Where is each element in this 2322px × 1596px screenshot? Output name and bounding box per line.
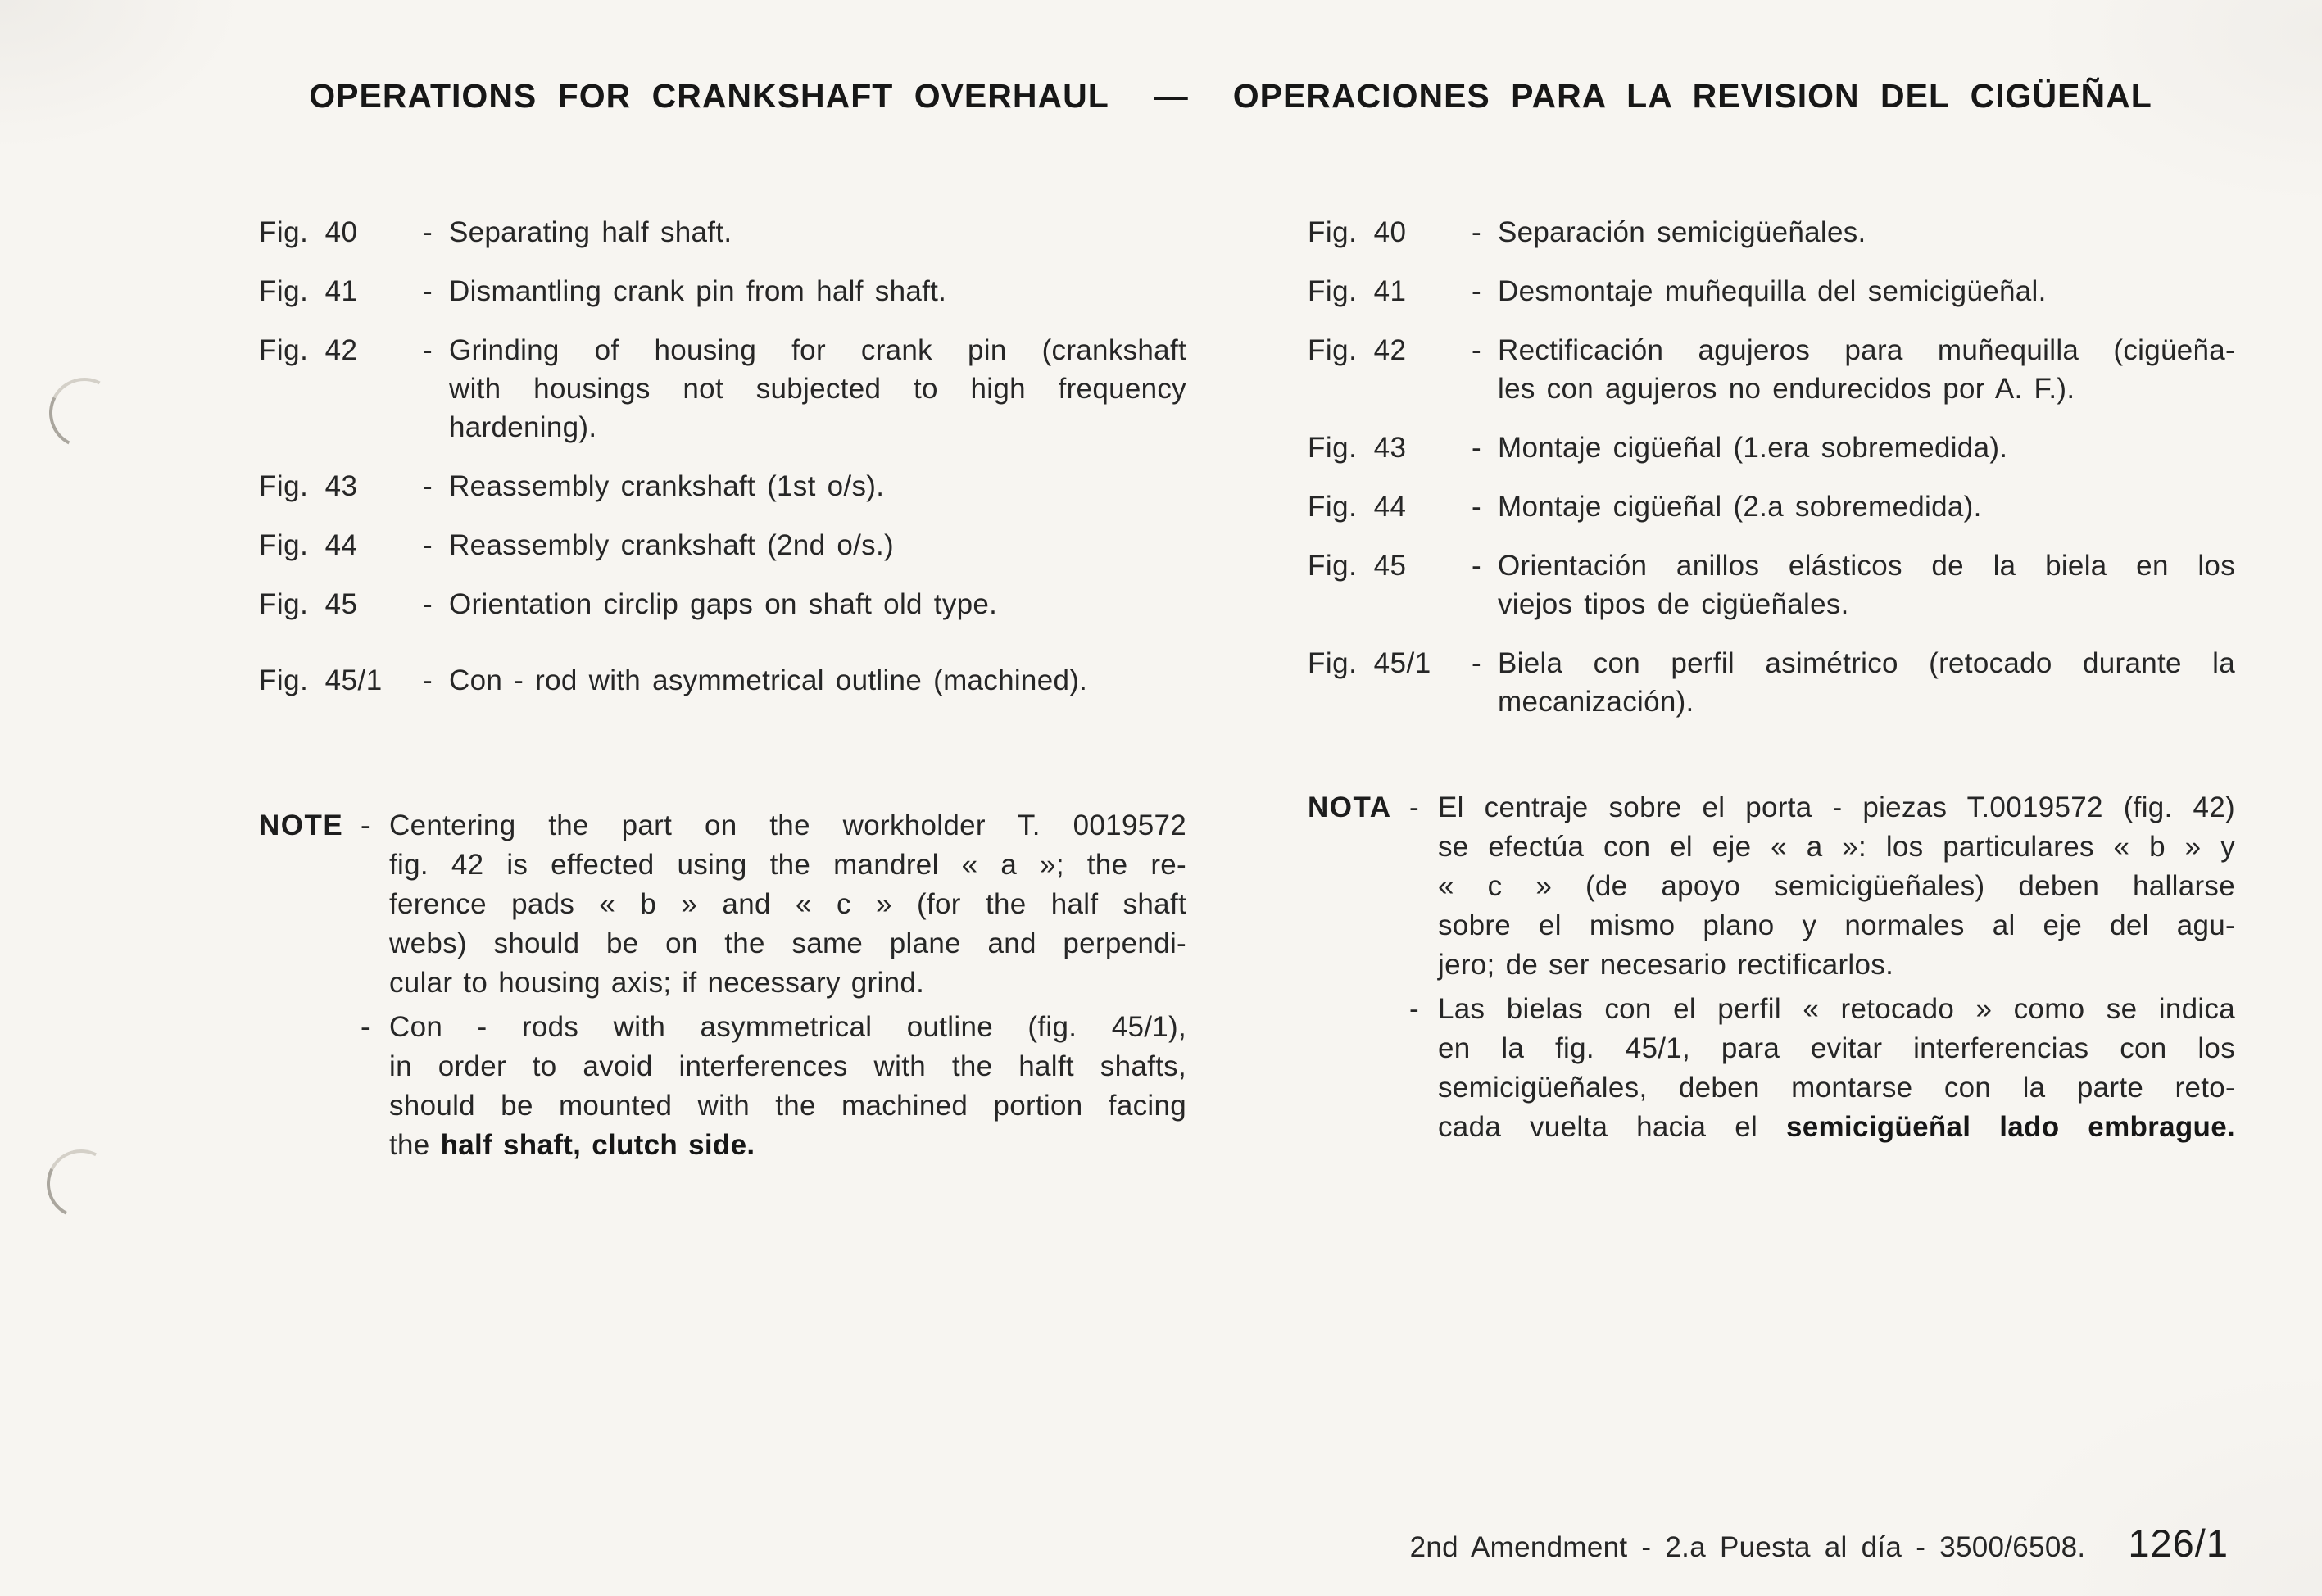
- figure-label: Fig. 43: [1308, 432, 1407, 464]
- text-line: en la fig. 45/1, para evitar interferencias con los: [1438, 1032, 2235, 1064]
- text-line: hardening).: [449, 411, 597, 443]
- note-label: NOTA: [1308, 791, 1392, 823]
- text-line: Montaje cigüeñal (1.era sobremedida).: [1498, 432, 2008, 464]
- note-block-english: [259, 806, 1186, 1165]
- figure-label: Fig. 44: [259, 529, 358, 561]
- figure-label: Fig. 40: [1308, 216, 1407, 248]
- figure-entry-en-41: [259, 272, 1186, 311]
- figure-caption: [1498, 644, 2235, 721]
- text-line: Dismantling crank pin from half shaft.: [449, 275, 947, 307]
- figure-caption: [449, 467, 1186, 506]
- figure-label: Fig. 42: [259, 334, 358, 366]
- figure-caption: [449, 331, 1186, 447]
- text-line: Separating half shaft.: [449, 216, 732, 248]
- figure-entry-en-40: [259, 213, 1186, 252]
- figure-label: Fig. 45: [259, 588, 358, 620]
- figure-entry-es-45-1: [1308, 644, 2235, 721]
- figure-label: Fig. 41: [1308, 275, 1407, 307]
- text-line: Desmontaje muñequilla del semicigüeñal.: [1498, 275, 2047, 307]
- note-text-lines: [389, 1008, 1186, 1126]
- text-line: « c » (de apoyo semicigüeñales) deben hallarse: [1438, 870, 2235, 902]
- note-block-spanish: [1308, 788, 2235, 1147]
- note-text-end: the: [389, 1129, 441, 1161]
- text-line: in order to avoid interferences with the halft shafts,: [389, 1050, 1186, 1082]
- punch-hole-top: [40, 369, 129, 457]
- text-line: viejos tipos de cigüeñales.: [1498, 588, 1849, 620]
- figure-dash: -: [423, 529, 433, 561]
- page-title-spanish: OPERACIONES PARA LA REVISION DEL CIGÜEÑAL: [1232, 77, 2152, 115]
- note-text: [1438, 788, 2235, 985]
- figure-caption: [1498, 272, 2235, 311]
- figure-label: Fig. 43: [259, 470, 358, 502]
- note-paragraph-2: [1308, 990, 2235, 1147]
- figure-dash: -: [423, 275, 433, 307]
- figure-dash: -: [1472, 491, 1481, 523]
- note-label-spacer: [259, 1008, 361, 1165]
- note-text-end-bold: half shaft, clutch side.: [440, 1129, 755, 1161]
- figure-dash: -: [423, 470, 433, 502]
- figure-dash: -: [1472, 216, 1481, 248]
- page-header: [0, 77, 2322, 116]
- figure-label: Fig. 45/1: [1308, 647, 1431, 679]
- text-line: jero; de ser necesario rectificarlos.: [1438, 949, 1894, 981]
- text-line: semicigüeñales, deben montarse con la parte reto-: [1438, 1072, 2235, 1104]
- text-line: Biela con perfil asimétrico (retocado durante la: [1498, 647, 2235, 679]
- figure-caption: [449, 585, 1186, 623]
- text-line: Con - rods with asymmetrical outline (fig. 45/1),: [389, 1011, 1186, 1043]
- note-text-last-line: [1438, 1108, 2235, 1147]
- text-line: Las bielas con el perfil « retocado » como se indica: [1438, 993, 2235, 1025]
- text-line: Separación semicigüeñales.: [1498, 216, 1866, 248]
- note-text: [1438, 990, 2235, 1147]
- note-paragraph-1: [1308, 788, 2235, 985]
- text-line: Con - rod with asymmetrical outline (machined).: [449, 664, 1088, 696]
- note-text-lines: [1438, 990, 2235, 1108]
- figure-caption: [1498, 546, 2235, 623]
- text-line: with housings not subjected to high frequency: [449, 373, 1186, 405]
- figure-entry-en-43: [259, 467, 1186, 506]
- figure-entry-en-42: [259, 331, 1186, 447]
- text-line: fig. 42 is effected using the mandrel « a »; the re-: [389, 849, 1186, 881]
- figure-entry-en-45: [259, 585, 1186, 623]
- text-line: les con agujeros no endurecidos por A. F.).: [1498, 373, 2075, 405]
- note-text-end-bold: semicigüeñal lado embrague.: [1785, 1111, 2235, 1143]
- figure-caption: [1498, 487, 2235, 526]
- text-line: Montaje cigüeñal (2.a sobremedida).: [1498, 491, 1982, 523]
- figure-entry-en-45-1: [259, 661, 1186, 700]
- figure-label: Fig. 41: [259, 275, 358, 307]
- note-item-dash: -: [1409, 993, 1419, 1025]
- text-line: Rectificación agujeros para muñequilla (cigüeña-: [1498, 334, 2235, 366]
- figure-dash: -: [1472, 432, 1481, 464]
- punch-hole-bottom: [38, 1140, 125, 1227]
- figure-caption: [449, 213, 1186, 252]
- figure-entry-es-42: [1308, 331, 2235, 408]
- figure-dash: -: [1472, 647, 1481, 679]
- note-text: [389, 806, 1186, 1003]
- note-label: NOTE: [259, 809, 344, 841]
- text-line: should be mounted with the machined portion facing: [389, 1090, 1186, 1122]
- title-separator-dash: —: [1154, 77, 1188, 115]
- figure-entry-es-40: [1308, 213, 2235, 252]
- figure-dash: -: [1472, 334, 1481, 366]
- note-dash: -: [1409, 791, 1419, 823]
- note-item-dash: -: [361, 1011, 370, 1043]
- figure-entry-es-45: [1308, 546, 2235, 623]
- text-line: Orientation circlip gaps on shaft old type.: [449, 588, 998, 620]
- figure-dash: -: [423, 216, 433, 248]
- figure-dash: -: [423, 588, 433, 620]
- figure-dash: -: [1472, 275, 1481, 307]
- text-line: ference pads « b » and « c » (for the half shaft: [389, 888, 1186, 920]
- page-footer: [1410, 1521, 2229, 1566]
- spanish-column: [1308, 213, 2235, 1147]
- figure-label: Fig. 45: [1308, 550, 1407, 582]
- note-dash: -: [361, 809, 370, 841]
- figure-caption: [1498, 331, 2235, 408]
- text-line: Reassembly crankshaft (1st o/s).: [449, 470, 885, 502]
- figure-caption: [449, 661, 1186, 700]
- figure-entry-es-43: [1308, 428, 2235, 467]
- figure-caption: [1498, 213, 2235, 252]
- figure-dash: -: [423, 664, 433, 696]
- figure-dash: -: [423, 334, 433, 366]
- figure-entry-es-44: [1308, 487, 2235, 526]
- text-line: sobre el mismo plano y normales al eje del agu-: [1438, 909, 2235, 941]
- text-line: cular to housing axis; if necessary grind.: [389, 967, 925, 999]
- figure-caption: [449, 526, 1186, 564]
- figure-label: Fig. 40: [259, 216, 358, 248]
- figure-label: Fig. 44: [1308, 491, 1407, 523]
- english-column: [259, 213, 1186, 1165]
- text-line: Centering the part on the workholder T. 0019572: [389, 809, 1186, 841]
- text-line: se efectúa con el eje « a »: los particulares « b » y: [1438, 831, 2235, 863]
- text-line: Orientación anillos elásticos de la biela en los: [1498, 550, 2235, 582]
- page-title-english: OPERATIONS FOR CRANKSHAFT OVERHAUL: [309, 77, 1109, 115]
- figure-entry-en-44: [259, 526, 1186, 564]
- page-number: 126/1: [2128, 1521, 2229, 1565]
- figure-caption: [1498, 428, 2235, 467]
- text-line: El centraje sobre el porta - piezas T.0019572 (fig. 42): [1438, 791, 2235, 823]
- text-line: Reassembly crankshaft (2nd o/s.): [449, 529, 894, 561]
- figure-entry-es-41: [1308, 272, 2235, 311]
- text-line: webs) should be on the same plane and perpendi-: [389, 927, 1186, 959]
- note-text-end: cada vuelta hacia el: [1438, 1111, 1786, 1143]
- note-label-spacer: [1308, 990, 1409, 1147]
- figure-label: Fig. 45/1: [259, 664, 383, 696]
- note-text-last-line: [389, 1126, 1186, 1165]
- text-line: mecanización).: [1498, 686, 1694, 718]
- text-line: Grinding of housing for crank pin (crankshaft: [449, 334, 1186, 366]
- figure-caption: [449, 272, 1186, 311]
- amendment-note: 2nd Amendment - 2.a Puesta al día - 3500/6508.: [1409, 1531, 2086, 1563]
- figure-dash: -: [1472, 550, 1481, 582]
- note-paragraph-2: [259, 1008, 1186, 1165]
- note-text: [389, 1008, 1186, 1165]
- figure-label: Fig. 42: [1308, 334, 1407, 366]
- note-paragraph-1: [259, 806, 1186, 1003]
